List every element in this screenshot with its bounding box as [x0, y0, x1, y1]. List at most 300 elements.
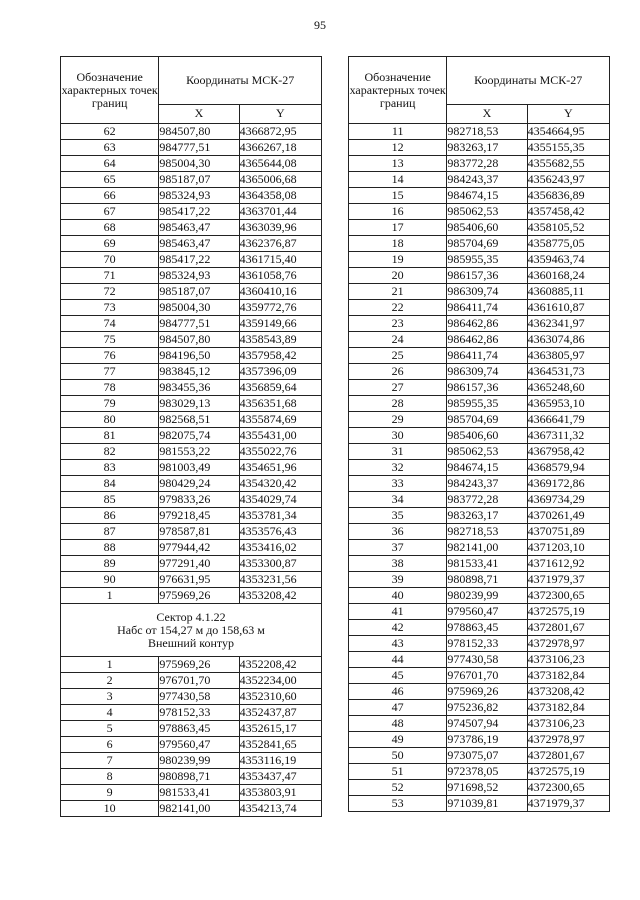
x-coordinate-cell: 982718,53 [447, 524, 527, 540]
table-row [349, 556, 610, 572]
point-number-cell: 67 [61, 204, 159, 220]
x-coordinate-cell: 982718,53 [447, 124, 527, 140]
y-coordinate-cell: 4372978,97 [527, 636, 609, 652]
y-coordinate-cell: 4363074,86 [527, 332, 609, 348]
table-row [61, 396, 322, 412]
y-coordinate-cell: 4372575,19 [527, 604, 609, 620]
x-coordinate-cell: 983029,13 [159, 396, 239, 412]
x-coordinate-cell: 984674,15 [447, 188, 527, 204]
point-number-cell: 49 [349, 732, 447, 748]
point-number-cell: 32 [349, 460, 447, 476]
point-number-cell: 10 [61, 801, 159, 817]
section-contour: Внешний контур [148, 635, 234, 650]
y-coordinate-cell: 4353803,91 [239, 785, 321, 801]
designation-header: Обозначение характерных точек границ [349, 57, 447, 124]
x-coordinate-cell: 983845,12 [159, 364, 239, 380]
point-number-cell: 46 [349, 684, 447, 700]
x-coordinate-cell: 979560,47 [159, 737, 239, 753]
x-coordinate-cell: 984674,15 [447, 460, 527, 476]
x-coordinate-cell: 984777,51 [159, 316, 239, 332]
table-row [61, 737, 322, 753]
x-coordinate-cell: 979560,47 [447, 604, 527, 620]
table-row [61, 332, 322, 348]
x-coordinate-cell: 984196,50 [159, 348, 239, 364]
x-coordinate-cell: 985955,35 [447, 396, 527, 412]
point-number-cell: 73 [61, 300, 159, 316]
x-coordinate-cell: 985463,47 [159, 236, 239, 252]
table-row [349, 796, 610, 812]
y-coordinate-cell: 4360168,24 [527, 268, 609, 284]
x-coordinate-cell: 981003,49 [159, 460, 239, 476]
y-coordinate-cell: 4353300,87 [239, 556, 321, 572]
point-number-cell: 25 [349, 348, 447, 364]
point-number-cell: 88 [61, 540, 159, 556]
x-coordinate-cell: 985187,07 [159, 284, 239, 300]
x-coordinate-cell: 978587,81 [159, 524, 239, 540]
point-number-cell: 76 [61, 348, 159, 364]
point-number-cell: 17 [349, 220, 447, 236]
y-coordinate-cell: 4372300,65 [527, 588, 609, 604]
table-row [61, 689, 322, 705]
table-row [61, 284, 322, 300]
table-row [61, 540, 322, 556]
point-number-cell: 15 [349, 188, 447, 204]
y-coordinate-cell: 4355682,55 [527, 156, 609, 172]
point-number-cell: 75 [61, 332, 159, 348]
x-coordinate-cell: 972378,05 [447, 764, 527, 780]
left-table-body-top [61, 124, 322, 604]
table-row [349, 300, 610, 316]
x-coordinate-cell: 986157,36 [447, 380, 527, 396]
point-number-cell: 43 [349, 636, 447, 652]
point-number-cell: 79 [61, 396, 159, 412]
table-row [61, 252, 322, 268]
x-coordinate-cell: 974507,94 [447, 716, 527, 732]
table-row [61, 556, 322, 572]
y-coordinate-cell: 4366641,79 [527, 412, 609, 428]
point-number-cell: 12 [349, 140, 447, 156]
x-coordinate-cell: 973786,19 [447, 732, 527, 748]
table-row [349, 636, 610, 652]
point-number-cell: 65 [61, 172, 159, 188]
y-coordinate-cell: 4352310,60 [239, 689, 321, 705]
table-row [349, 780, 610, 796]
point-number-cell: 1 [61, 588, 159, 604]
table-row [349, 508, 610, 524]
x-coordinate-cell: 981553,22 [159, 444, 239, 460]
x-coordinate-cell: 978863,45 [159, 721, 239, 737]
y-coordinate-cell: 4354664,95 [527, 124, 609, 140]
x-coordinate-cell: 978152,33 [159, 705, 239, 721]
x-coordinate-cell: 985463,47 [159, 220, 239, 236]
point-number-cell: 63 [61, 140, 159, 156]
table-row [349, 172, 610, 188]
x-coordinate-cell: 980898,71 [159, 769, 239, 785]
table-row [61, 444, 322, 460]
y-coordinate-cell: 4364358,08 [239, 188, 321, 204]
y-coordinate-cell: 4365248,60 [527, 380, 609, 396]
table-row [61, 476, 322, 492]
x-coordinate-cell: 977944,42 [159, 540, 239, 556]
point-number-cell: 71 [61, 268, 159, 284]
point-number-cell: 85 [61, 492, 159, 508]
point-number-cell: 84 [61, 476, 159, 492]
point-number-cell: 74 [61, 316, 159, 332]
page-number: 95 [314, 18, 326, 32]
point-number-cell: 23 [349, 316, 447, 332]
y-coordinate-cell: 4356243,97 [527, 172, 609, 188]
y-coordinate-cell: 4361715,40 [239, 252, 321, 268]
point-number-cell: 20 [349, 268, 447, 284]
y-coordinate-cell: 4358775,05 [527, 236, 609, 252]
point-number-cell: 81 [61, 428, 159, 444]
y-coordinate-cell: 4369172,86 [527, 476, 609, 492]
x-coordinate-cell: 985417,22 [159, 252, 239, 268]
point-number-cell: 39 [349, 572, 447, 588]
table-row [61, 364, 322, 380]
left-table-body-bottom [61, 657, 322, 817]
x-coordinate-cell: 985704,69 [447, 412, 527, 428]
y-coordinate-cell: 4373106,23 [527, 652, 609, 668]
table-row [61, 172, 322, 188]
y-coordinate-cell: 4361058,76 [239, 268, 321, 284]
y-coordinate-cell: 4371612,92 [527, 556, 609, 572]
point-number-cell: 69 [61, 236, 159, 252]
y-coordinate-cell: 4353781,34 [239, 508, 321, 524]
y-coordinate-cell: 4355874,69 [239, 412, 321, 428]
y-coordinate-cell: 4365644,08 [239, 156, 321, 172]
table-row [349, 540, 610, 556]
y-coordinate-cell: 4367958,42 [527, 444, 609, 460]
point-number-cell: 50 [349, 748, 447, 764]
y-coordinate-cell: 4373182,84 [527, 700, 609, 716]
table-row [349, 604, 610, 620]
table-row [349, 140, 610, 156]
x-coordinate-cell: 985406,60 [447, 220, 527, 236]
x-coordinate-cell: 982141,00 [447, 540, 527, 556]
x-coordinate-cell: 983263,17 [447, 508, 527, 524]
x-coordinate-cell: 985417,22 [159, 204, 239, 220]
table-row [349, 444, 610, 460]
y-coordinate-cell: 4366872,95 [239, 124, 321, 140]
table-row [349, 204, 610, 220]
section-height-range: Набс от 154,27 м до 158,63 м [117, 622, 265, 637]
y-coordinate-cell: 4362376,87 [239, 236, 321, 252]
point-number-cell: 42 [349, 620, 447, 636]
x-coordinate-cell: 971698,52 [447, 780, 527, 796]
y-coordinate-cell: 4363039,96 [239, 220, 321, 236]
table-row [61, 460, 322, 476]
x-coordinate-cell: 985324,93 [159, 268, 239, 284]
y-coordinate-cell: 4372300,65 [527, 780, 609, 796]
point-number-cell: 64 [61, 156, 159, 172]
y-coordinate-cell: 4353437,47 [239, 769, 321, 785]
table-row [61, 588, 322, 604]
point-number-cell: 27 [349, 380, 447, 396]
point-number-cell: 62 [61, 124, 159, 140]
y-coordinate-cell: 4352208,42 [239, 657, 321, 673]
right-table-body [349, 124, 610, 812]
y-coordinate-cell: 4360885,11 [527, 284, 609, 300]
x-coordinate-cell: 982075,74 [159, 428, 239, 444]
x-coordinate-cell: 986157,36 [447, 268, 527, 284]
table-row [61, 380, 322, 396]
point-number-cell: 47 [349, 700, 447, 716]
section-title-cell [61, 604, 322, 657]
table-row [349, 124, 610, 140]
y-header: Y [239, 104, 321, 123]
x-coordinate-cell: 984507,80 [159, 332, 239, 348]
point-number-cell: 38 [349, 556, 447, 572]
y-coordinate-cell: 4366267,18 [239, 140, 321, 156]
point-number-cell: 52 [349, 780, 447, 796]
table-row [61, 753, 322, 769]
y-coordinate-cell: 4355431,00 [239, 428, 321, 444]
x-coordinate-cell: 986309,74 [447, 284, 527, 300]
x-coordinate-cell: 983263,17 [447, 140, 527, 156]
point-number-cell: 40 [349, 588, 447, 604]
x-coordinate-cell: 980429,24 [159, 476, 239, 492]
x-coordinate-cell: 981533,41 [159, 785, 239, 801]
y-coordinate-cell: 4362341,97 [527, 316, 609, 332]
table-row [61, 316, 322, 332]
table-row [349, 476, 610, 492]
point-number-cell: 13 [349, 156, 447, 172]
table-row [61, 300, 322, 316]
section-name: Сектор 4.1.22 [156, 609, 226, 624]
point-number-cell: 28 [349, 396, 447, 412]
y-coordinate-cell: 4368579,94 [527, 460, 609, 476]
y-coordinate-cell: 4372575,19 [527, 764, 609, 780]
y-coordinate-cell: 4354651,96 [239, 460, 321, 476]
y-coordinate-cell: 4363805,97 [527, 348, 609, 364]
point-number-cell: 26 [349, 364, 447, 380]
y-coordinate-cell: 4359772,76 [239, 300, 321, 316]
point-number-cell: 70 [61, 252, 159, 268]
point-number-cell: 41 [349, 604, 447, 620]
x-header: X [159, 104, 239, 123]
x-coordinate-cell: 978863,45 [447, 620, 527, 636]
point-number-cell: 89 [61, 556, 159, 572]
x-coordinate-cell: 979833,26 [159, 492, 239, 508]
y-coordinate-cell: 4355022,76 [239, 444, 321, 460]
y-coordinate-cell: 4365006,68 [239, 172, 321, 188]
table-row [349, 652, 610, 668]
x-coordinate-cell: 980239,99 [159, 753, 239, 769]
point-number-cell: 35 [349, 508, 447, 524]
table-row [61, 428, 322, 444]
point-number-cell: 9 [61, 785, 159, 801]
table-row [349, 220, 610, 236]
x-coordinate-cell: 984243,37 [447, 172, 527, 188]
point-number-cell: 29 [349, 412, 447, 428]
x-coordinate-cell: 985704,69 [447, 236, 527, 252]
table-row [349, 684, 610, 700]
x-coordinate-cell: 971039,81 [447, 796, 527, 812]
table-row [61, 140, 322, 156]
table-row [61, 348, 322, 364]
y-coordinate-cell: 4357458,42 [527, 204, 609, 220]
point-number-cell: 44 [349, 652, 447, 668]
x-coordinate-cell: 985324,93 [159, 188, 239, 204]
y-coordinate-cell: 4356351,68 [239, 396, 321, 412]
table-row [349, 252, 610, 268]
point-number-cell: 33 [349, 476, 447, 492]
point-number-cell: 22 [349, 300, 447, 316]
table-row [61, 572, 322, 588]
table-row [61, 412, 322, 428]
point-number-cell: 31 [349, 444, 447, 460]
x-coordinate-cell: 985004,30 [159, 156, 239, 172]
y-coordinate-cell: 4372801,67 [527, 620, 609, 636]
point-number-cell: 16 [349, 204, 447, 220]
table-row [61, 236, 322, 252]
table-row [349, 700, 610, 716]
x-coordinate-cell: 986309,74 [447, 364, 527, 380]
table-row [61, 705, 322, 721]
y-coordinate-cell: 4352234,00 [239, 673, 321, 689]
point-number-cell: 48 [349, 716, 447, 732]
point-number-cell: 6 [61, 737, 159, 753]
table-row [349, 588, 610, 604]
y-coordinate-cell: 4353116,19 [239, 753, 321, 769]
table-row [61, 785, 322, 801]
x-coordinate-cell: 985062,53 [447, 444, 527, 460]
table-row [349, 668, 610, 684]
x-coordinate-cell: 975236,82 [447, 700, 527, 716]
table-row [61, 124, 322, 140]
table-row [349, 524, 610, 540]
y-coordinate-cell: 4371203,10 [527, 540, 609, 556]
point-number-cell: 4 [61, 705, 159, 721]
y-coordinate-cell: 4360410,16 [239, 284, 321, 300]
point-number-cell: 78 [61, 380, 159, 396]
table-row [61, 220, 322, 236]
coordinates-header: Координаты МСК-27 [159, 57, 322, 105]
x-coordinate-cell: 986462,86 [447, 316, 527, 332]
point-number-cell: 5 [61, 721, 159, 737]
x-coordinate-cell: 982141,00 [159, 801, 239, 817]
y-header: Y [527, 104, 609, 123]
x-coordinate-cell: 986462,86 [447, 332, 527, 348]
x-coordinate-cell: 984777,51 [159, 140, 239, 156]
table-row [61, 801, 322, 817]
table-row [349, 396, 610, 412]
point-number-cell: 14 [349, 172, 447, 188]
point-number-cell: 53 [349, 796, 447, 812]
point-number-cell: 82 [61, 444, 159, 460]
y-coordinate-cell: 4372801,67 [527, 748, 609, 764]
x-coordinate-cell: 982568,51 [159, 412, 239, 428]
point-number-cell: 2 [61, 673, 159, 689]
y-coordinate-cell: 4365953,10 [527, 396, 609, 412]
table-row [349, 492, 610, 508]
table-row [61, 673, 322, 689]
coordinates-table-left [60, 56, 322, 817]
y-coordinate-cell: 4367311,32 [527, 428, 609, 444]
table-row [61, 769, 322, 785]
point-number-cell: 7 [61, 753, 159, 769]
table-row [349, 412, 610, 428]
y-coordinate-cell: 4355155,35 [527, 140, 609, 156]
point-number-cell: 90 [61, 572, 159, 588]
point-number-cell: 87 [61, 524, 159, 540]
y-coordinate-cell: 4357958,42 [239, 348, 321, 364]
x-coordinate-cell: 985955,35 [447, 252, 527, 268]
table-row [349, 748, 610, 764]
y-coordinate-cell: 4353231,56 [239, 572, 321, 588]
y-coordinate-cell: 4361610,87 [527, 300, 609, 316]
table-row [61, 657, 322, 673]
point-number-cell: 51 [349, 764, 447, 780]
x-coordinate-cell: 983455,36 [159, 380, 239, 396]
table-row [349, 268, 610, 284]
y-coordinate-cell: 4373106,23 [527, 716, 609, 732]
table-row [349, 716, 610, 732]
point-number-cell: 21 [349, 284, 447, 300]
table-row [349, 316, 610, 332]
y-coordinate-cell: 4352841,65 [239, 737, 321, 753]
y-coordinate-cell: 4356836,89 [527, 188, 609, 204]
point-number-cell: 72 [61, 284, 159, 300]
table-row [61, 156, 322, 172]
x-coordinate-cell: 980898,71 [447, 572, 527, 588]
x-header: X [447, 104, 527, 123]
point-number-cell: 80 [61, 412, 159, 428]
x-coordinate-cell: 983772,28 [447, 492, 527, 508]
point-number-cell: 45 [349, 668, 447, 684]
table-row [61, 492, 322, 508]
y-coordinate-cell: 4357396,09 [239, 364, 321, 380]
x-coordinate-cell: 977430,58 [159, 689, 239, 705]
table-row [61, 268, 322, 284]
table-row [349, 620, 610, 636]
table-row [349, 572, 610, 588]
x-coordinate-cell: 985187,07 [159, 172, 239, 188]
point-number-cell: 77 [61, 364, 159, 380]
point-number-cell: 37 [349, 540, 447, 556]
y-coordinate-cell: 4373208,42 [527, 684, 609, 700]
point-number-cell: 83 [61, 460, 159, 476]
x-coordinate-cell: 978152,33 [447, 636, 527, 652]
table-row [349, 332, 610, 348]
x-coordinate-cell: 984243,37 [447, 476, 527, 492]
x-coordinate-cell: 976631,95 [159, 572, 239, 588]
point-number-cell: 24 [349, 332, 447, 348]
y-coordinate-cell: 4359149,66 [239, 316, 321, 332]
x-coordinate-cell: 986411,74 [447, 348, 527, 364]
y-coordinate-cell: 4354029,74 [239, 492, 321, 508]
x-coordinate-cell: 975969,26 [447, 684, 527, 700]
table-row [349, 380, 610, 396]
point-number-cell: 3 [61, 689, 159, 705]
x-coordinate-cell: 986411,74 [447, 300, 527, 316]
y-coordinate-cell: 4354213,74 [239, 801, 321, 817]
y-coordinate-cell: 4352437,87 [239, 705, 321, 721]
coordinates-header: Координаты МСК-27 [447, 57, 610, 105]
table-row [349, 348, 610, 364]
y-coordinate-cell: 4353576,43 [239, 524, 321, 540]
y-coordinate-cell: 4353416,02 [239, 540, 321, 556]
point-number-cell: 34 [349, 492, 447, 508]
point-number-cell: 11 [349, 124, 447, 140]
y-coordinate-cell: 4364531,73 [527, 364, 609, 380]
y-coordinate-cell: 4359463,74 [527, 252, 609, 268]
x-coordinate-cell: 976701,70 [159, 673, 239, 689]
x-coordinate-cell: 985004,30 [159, 300, 239, 316]
x-coordinate-cell: 981533,41 [447, 556, 527, 572]
table-row [349, 732, 610, 748]
